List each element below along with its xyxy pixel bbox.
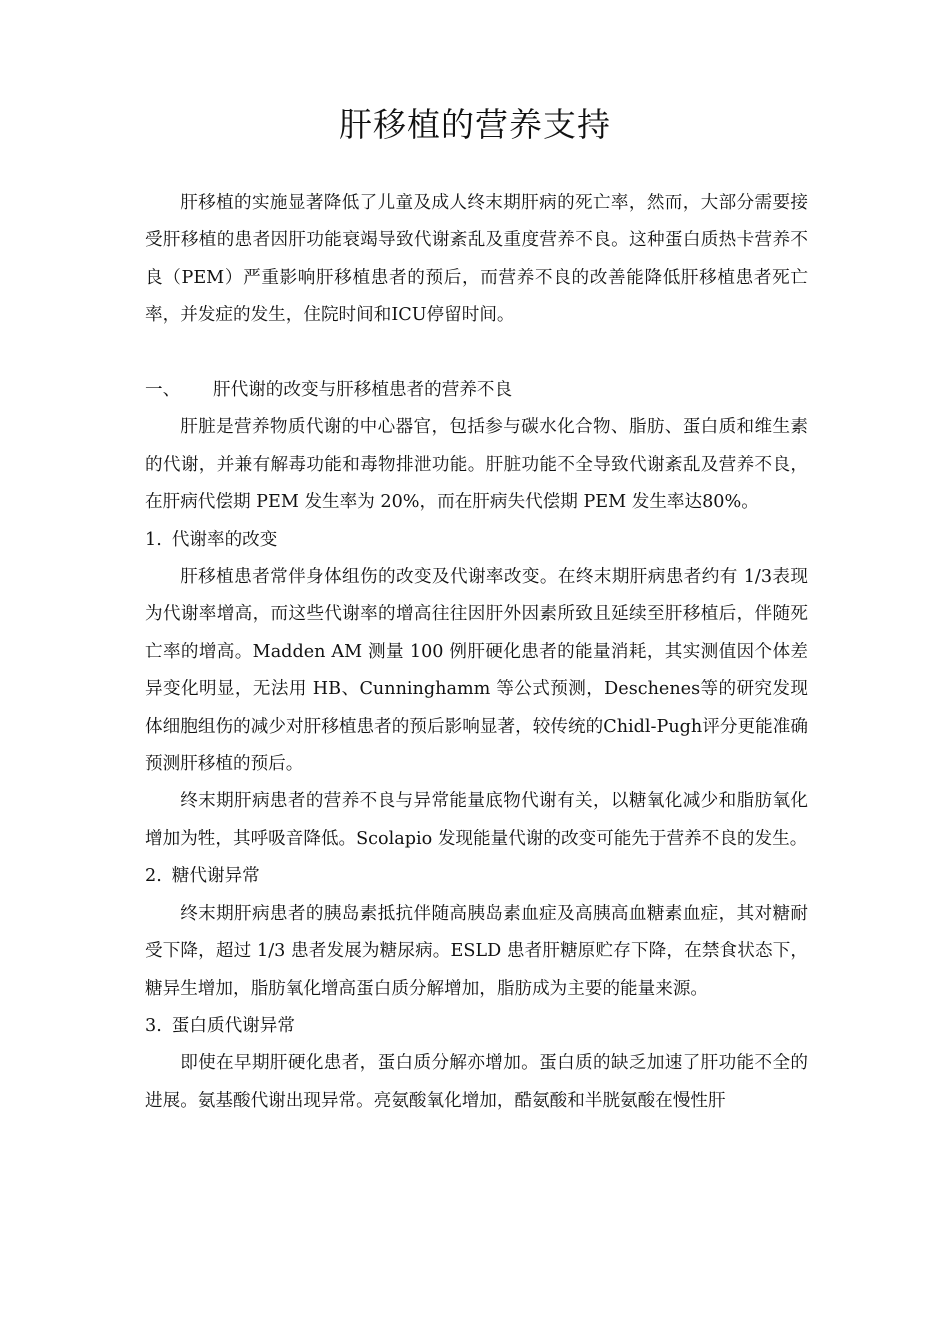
subsection-1-number: 1. xyxy=(145,529,162,550)
subsection-3-title: 蛋白质代谢异常 xyxy=(171,1015,295,1036)
subsection-1-title: 代谢率的改变 xyxy=(171,529,278,550)
document-body xyxy=(145,185,808,1120)
subsection-2-heading xyxy=(145,858,808,895)
subsection-2-paragraph: 终末期肝病患者的胰岛素抵抗伴随高胰岛素血症及高胰高血糖素血症，其对糖耐受下降，超过 1/3 患者发展为糖尿病。ESLD 患者肝糖原贮存下降，在禁食状态下，糖异生增加，脂肪氧化增高蛋白质分解增加，脂肪成为主要的能量来源。 xyxy=(145,903,808,999)
subsection-2-title: 糖代谢异常 xyxy=(171,866,260,887)
subsection-1-paragraph-1: 肝移植患者常伴身体组伤的改变及代谢率改变。在终末期肝病患者约有 1/3表现为代谢率增高，而这些代谢率的增高往往因肝外因素所致且延续至肝移植后，伴随死亡率的增高。Madden AM 测量 100 例肝硬化患者的能量消耗，其实测值因个体差异变化明显，无法用 HB、Cunninghamm 等公式预测，Deschenes等的研究发现体细胞组伤的减少对肝移植患者的预后影响显著，较传统的Chidl-Pugh评分更能准确预测肝移植的预后。 xyxy=(145,567,808,775)
section-1-number: 一、 xyxy=(145,380,181,401)
subsection-1-heading xyxy=(145,522,808,559)
document-title: 肝移植的营养支持 xyxy=(339,105,611,144)
subsection-1-paragraph-2: 终末期肝病患者的营养不良与异常能量底物代谢有关，以糖氧化减少和脂肪氧化增加为牲，其呼吸音降低。Scolapio 发现能量代谢的改变可能先于营养不良的发生。 xyxy=(145,791,808,849)
section-1-title: 肝代谢的改变与肝移植患者的营养不良 xyxy=(213,380,513,401)
blank-line xyxy=(145,335,808,372)
section-1-paragraph: 肝脏是营养物质代谢的中心器官，包括参与碳水化合物、脂肪、蛋白质和维生素的代谢，并兼有解毒功能和毒物排泄功能。肝脏功能不全导致代谢紊乱及营养不良，在肝病代偿期 PEM 发生率为 20%，而在肝病失代偿期 PEM 发生率达80%。 xyxy=(145,417,808,513)
subsection-2-number: 2. xyxy=(145,866,162,887)
subsection-3-heading xyxy=(145,1008,808,1045)
section-1-heading xyxy=(145,372,808,409)
subsection-3-paragraph: 即使在早期肝硬化患者，蛋白质分解亦增加。蛋白质的缺乏加速了肝功能不全的进展。氨基酸代谢出现异常。亮氨酸氧化增加，酷氨酸和半胱氨酸在慢性肝 xyxy=(145,1053,808,1111)
intro-paragraph: 肝移植的实施显著降低了儿童及成人终末期肝病的死亡率，然而，大部分需要接受肝移植的患者因肝功能衰竭导致代谢紊乱及重度营养不良。这种蛋白质热卡营养不良（PEM）严重影响肝移植患者的预后，而营养不良的改善能降低肝移植患者死亡率，并发症的发生，住院时间和ICU停留时间。 xyxy=(145,193,808,326)
subsection-3-number: 3. xyxy=(145,1015,162,1036)
